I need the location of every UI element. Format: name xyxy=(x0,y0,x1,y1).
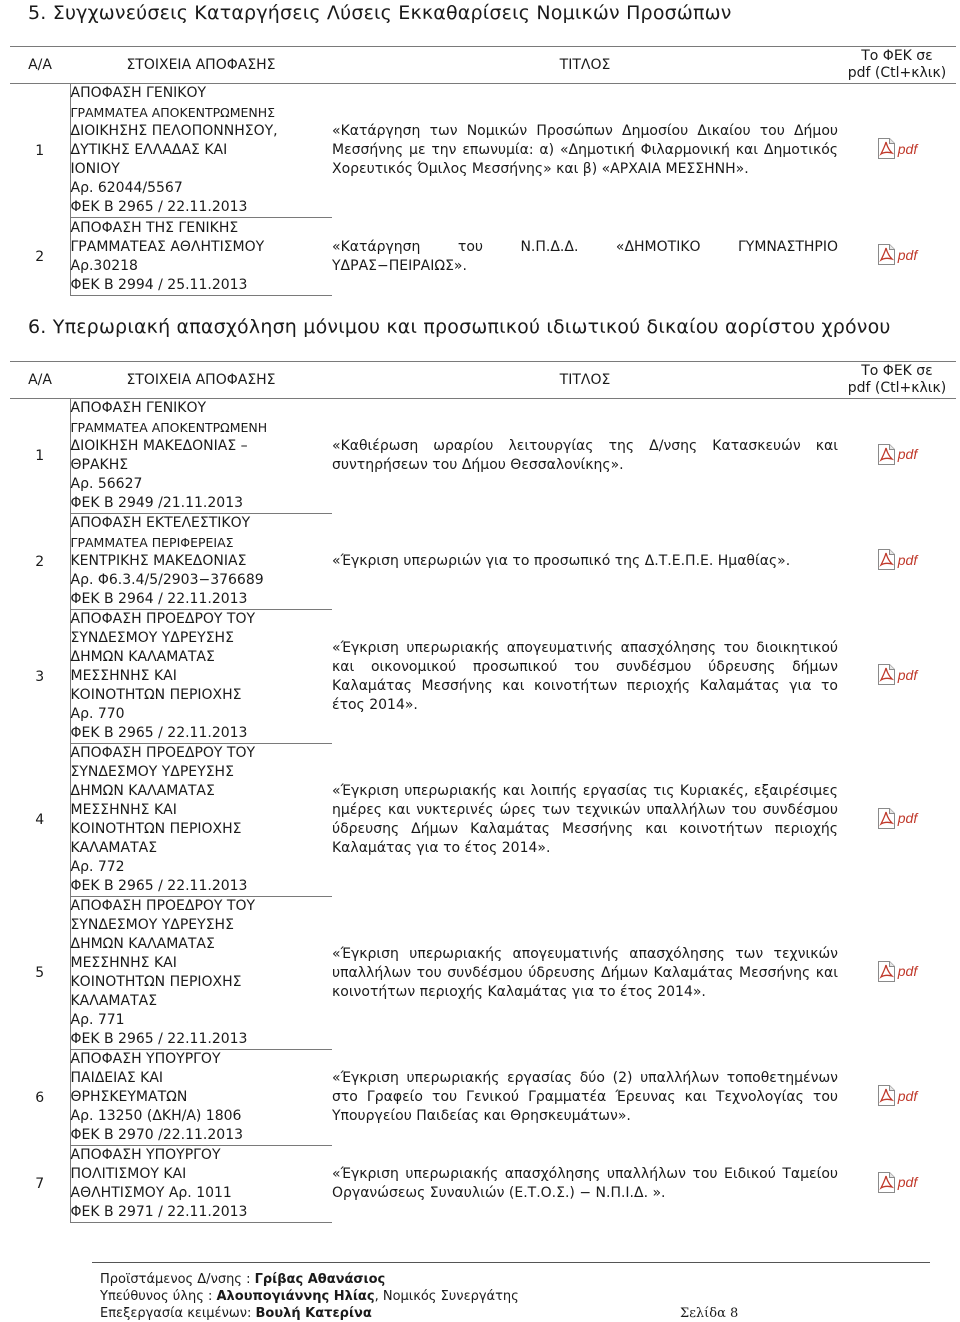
decision-info xyxy=(70,514,332,610)
info-line: ΚΟΙΝΟΤΗΤΩΝ ΠΕΡΙΟΧΗΣ xyxy=(70,974,242,990)
info-line: ΑΠΟΦΑΣΗ ΤΗΣ ΓΕΝΙΚΗΣ xyxy=(70,219,239,236)
info-line: ΚΑΛΑΜΑΤΑΣ xyxy=(70,993,158,1009)
pdf-cell xyxy=(838,744,956,897)
pdf-link[interactable] xyxy=(877,1171,917,1194)
decision-info xyxy=(70,399,332,514)
table-row xyxy=(10,897,956,1050)
footer xyxy=(100,1271,519,1322)
section2-title: 6. Υπερωριακή απασχόληση μόνιμου και προσωπικού ιδιωτικού δικαίου αορίστου χρόνου xyxy=(28,316,891,338)
footer-editor xyxy=(100,1305,519,1322)
header-pdf xyxy=(838,362,956,399)
pdf-link[interactable] xyxy=(877,137,917,160)
pdf-cell xyxy=(838,1050,956,1146)
info-line: ΓΡΑΜΜΑΤΕΑ ΑΠΟΚΕΝΤΡΩΜΕΝΗΣ xyxy=(70,105,276,120)
info-line: ΜΕΣΣΗΝΗΣ ΚΑΙ xyxy=(70,668,177,684)
table-row xyxy=(10,1050,956,1146)
footer-divider xyxy=(92,1262,930,1263)
footer-director-name: Γρίβας Αθανάσιος xyxy=(254,1272,386,1287)
row-number: 5 xyxy=(35,965,45,981)
decision-title: «Έγκριση υπερωριακής απασχόλησης υπαλλήλων του Ειδικού Ταμείου Οργανώσεως Συναυλιών (Ε.Τ.Ο.Σ.) − Ν.Π.Ι.Δ. ». xyxy=(332,1166,838,1201)
dissolutions-table xyxy=(10,46,956,296)
info-line: Αρ. Φ6.3.4/5/2903−376689 xyxy=(70,572,264,588)
row-number: 1 xyxy=(35,448,45,465)
decision-title: «Έγκριση υπερωριακής και λοιπής εργασίας τις Κυριακές, εξαιρέσιμες ημέρες και νυκτερινές ώρες των τεχνικών υπαλλήλων του συνδέσμου ύδρευσης Δήμων Καλαμάτας Μεσσήνης και κοινοτήτων περιοχής Καλαμάτας για το έτος 2014». xyxy=(332,783,838,856)
decision-info xyxy=(70,218,332,296)
pdf-label: pdf xyxy=(897,140,918,157)
info-line: ΜΕΣΣΗΝΗΣ ΚΑΙ xyxy=(70,802,177,818)
pdf-link[interactable] xyxy=(877,443,917,466)
info-line: ΦΕΚ Β 2949 /21.11.2013 xyxy=(70,495,244,511)
pdf-file-icon xyxy=(877,443,896,466)
info-line: ΔΗΜΩΝ ΚΑΛΑΜΑΤΑΣ xyxy=(70,936,215,952)
decision-info xyxy=(70,744,332,897)
footer-editor-label: Επεξεργασία κειμένων: xyxy=(100,1306,256,1321)
row-number: 6 xyxy=(35,1089,45,1106)
decision-info xyxy=(70,1050,332,1146)
footer-responsible-label: Υπεύθυνος ύλης : xyxy=(100,1289,217,1304)
pdf-cell xyxy=(838,218,956,296)
decision-title: «Κατάργηση των Νομικών Προσώπων Δημοσίου Δικαίου του Δήμου Μεσσήνης με την επωνυμία: α) «Δημοτική Φιλαρμονική και Δημοτικός Χορευτικός Όμιλος Μεσσήνης» και β) «ΑΡΧΑΙΑ ΜΕΣΣΗΝΗ». xyxy=(332,123,838,178)
pdf-file-icon xyxy=(877,137,896,160)
info-line: ΔΙΟΙΚΗΣΗΣ ΠΕΛΟΠΟΝΝΗΣΟΥ, xyxy=(70,123,278,139)
row-number: 7 xyxy=(35,1176,45,1192)
pdf-file-icon xyxy=(877,960,896,983)
header-pdf-line1: Το ΦΕΚ σε xyxy=(861,363,933,379)
info-line: ΠΑΙΔΕΙΑΣ ΚΑΙ xyxy=(70,1070,164,1086)
pdf-file-icon xyxy=(877,1171,896,1194)
info-line: ΑΠΟΦΑΣΗ ΠΡΟΕΔΡΟΥ ΤΟΥ xyxy=(70,611,256,627)
pdf-file-icon xyxy=(877,548,896,571)
info-line: ΠΟΛΙΤΙΣΜΟΥ ΚΑΙ xyxy=(70,1166,187,1182)
info-line: Αρ. 772 xyxy=(70,859,125,875)
decision-title: «Έγκριση υπερωριακής απογευματινής απασχόλησης των τεχνικών υπαλλήλων του συνδέσμου ύδρευσης Δήμων Καλαμάτας Μεσσήνης και κοινοτήτων περιοχής Καλαμάτας για το έτος 2014». xyxy=(332,945,838,1000)
pdf-label: pdf xyxy=(897,446,918,463)
pdf-cell xyxy=(838,1146,956,1223)
pdf-cell xyxy=(838,610,956,744)
info-line: ΑΠΟΦΑΣΗ ΕΚΤΕΛΕΣΤΙΚΟΥ xyxy=(70,515,251,531)
info-line: Αρ. 56627 xyxy=(70,476,143,492)
decision-info xyxy=(70,897,332,1050)
decision-info xyxy=(70,1146,332,1223)
footer-director-label: Προϊστάμενος Δ/νσης : xyxy=(100,1272,255,1287)
table-row xyxy=(10,610,956,744)
table-header-row xyxy=(10,47,956,84)
pdf-cell xyxy=(838,897,956,1050)
info-line: ΦΕΚ Β 2965 / 22.11.2013 xyxy=(70,1031,248,1047)
decision-title: «Κατάργηση του Ν.Π.Δ.Δ. «ΔΗΜΟΤΙΚΟ ΓΥΜΝΑΣΤΗΡΙΟ ΥΔΡΑΣ−ΠΕΙΡΑΙΩΣ». xyxy=(332,238,838,274)
pdf-link[interactable] xyxy=(877,1084,917,1107)
info-line: Αρ.30218 xyxy=(70,257,138,274)
header-pdf-line1: Το ΦΕΚ σε xyxy=(861,48,933,64)
info-line: ΜΕΣΣΗΝΗΣ ΚΑΙ xyxy=(70,955,177,971)
table-row xyxy=(10,1146,956,1223)
info-line: ΚΟΙΝΟΤΗΤΩΝ ΠΕΡΙΟΧΗΣ xyxy=(70,687,242,703)
pdf-link[interactable] xyxy=(877,548,917,571)
info-line: ΑΠΟΦΑΣΗ ΥΠΟΥΡΓΟΥ xyxy=(70,1051,221,1067)
info-line: ΦΕΚ Β 2965 / 22.11.2013 xyxy=(70,725,248,741)
info-line: ΦΕΚ Β 2965 / 22.11.2013 xyxy=(70,878,248,894)
info-line: ΑΠΟΦΑΣΗ ΓΕΝΙΚΟΥ xyxy=(70,85,207,101)
footer-responsible-role: , Νομικός Συνεργάτης xyxy=(374,1289,519,1304)
pdf-label: pdf xyxy=(897,963,918,979)
pdf-file-icon xyxy=(877,243,896,266)
info-line: ΦΕΚ Β 2994 / 25.11.2013 xyxy=(70,276,248,293)
row-number: 2 xyxy=(35,248,45,265)
overtime-table xyxy=(10,361,956,1223)
info-line: ΑΠΟΦΑΣΗ ΓΕΝΙΚΟΥ xyxy=(70,400,207,416)
table-header-row xyxy=(10,362,956,399)
info-line: Αρ. 771 xyxy=(70,1012,125,1028)
pdf-link[interactable] xyxy=(877,960,917,983)
info-line: ΓΡΑΜΜΑΤΕΑΣ ΑΘΛΗΤΙΣΜΟΥ xyxy=(70,238,265,255)
info-line: ΑΠΟΦΑΣΗ ΥΠΟΥΡΓΟΥ xyxy=(70,1147,221,1163)
pdf-link[interactable] xyxy=(877,663,917,686)
pdf-cell xyxy=(838,399,956,514)
info-line: ΓΡΑΜΜΑΤΕΑ ΑΠΟΚΕΝΤΡΩΜΕΝΗ xyxy=(70,420,268,435)
pdf-label: pdf xyxy=(897,246,918,263)
pdf-label: pdf xyxy=(897,1087,918,1104)
info-line: ΔΥΤΙΚΗΣ ΕΛΛΑΔΑΣ ΚΑΙ xyxy=(70,142,228,158)
pdf-label: pdf xyxy=(897,810,918,826)
decision-title: «Έγκριση υπερωριακής εργασίας δύο (2) υπαλλήλων τοποθετημένων στο Γραφείο του Γενικού Γραμματέα Έρευνας και Τεχνολογίας του Υπουργείου Παιδείας και Θρησκευμάτων». xyxy=(332,1070,838,1124)
info-line: ΑΘΛΗΤΙΣΜΟΥ Αρ. 1011 xyxy=(70,1185,232,1201)
info-line: ΙΟΝΙΟΥ xyxy=(70,161,120,177)
info-line: ΣΥΝΔΕΣΜΟΥ ΥΔΡΕΥΣΗΣ xyxy=(70,764,234,780)
section1-title: 5. Συγχωνεύσεις Καταργήσεις Λύσεις Εκκαθαρίσεις Νομικών Προσώπων xyxy=(28,2,732,24)
info-line: Αρ. 62044/5567 xyxy=(70,180,183,196)
info-line: Αρ. 13250 (ΔΚΗ/Α) 1806 xyxy=(70,1108,242,1124)
info-line: ΔΙΟΙΚΗΣΗ ΜΑΚΕΔΟΝΙΑΣ – xyxy=(70,438,248,454)
info-line: ΔΗΜΩΝ ΚΑΛΑΜΑΤΑΣ xyxy=(70,783,215,799)
pdf-file-icon xyxy=(877,807,896,830)
info-line: ΦΕΚ Β 2965 / 22.11.2013 xyxy=(70,199,248,215)
pdf-link[interactable] xyxy=(877,243,917,266)
header-no: Α/Α xyxy=(10,47,70,84)
header-title: ΤΙΤΛΟΣ xyxy=(332,47,838,84)
decision-title: «Έγκριση υπερωριακής απογευματινής απασχόλησης του διοικητικού και οικονομικού προσωπικού του συνδέσμου ύδρευσης δήμων Καλαμάτας Μεσσήνης και κοινοτήτων περιοχής Καλαμάτας για το έτος 2014». xyxy=(332,639,838,713)
footer-editor-name: Βουλή Κατερίνα xyxy=(255,1306,372,1321)
header-title: ΤΙΤΛΟΣ xyxy=(332,362,838,399)
info-line: ΦΕΚ Β 2970 /22.11.2013 xyxy=(70,1127,244,1143)
header-pdf-line2: pdf (Ctl+κλικ) xyxy=(847,380,947,396)
decision-info xyxy=(70,610,332,744)
row-number: 3 xyxy=(35,668,45,685)
footer-responsible-name: Αλουπογιάννης Ηλίας xyxy=(216,1289,375,1304)
table-row xyxy=(10,399,956,514)
row-number: 1 xyxy=(35,142,45,159)
page-number: Σελίδα 8 xyxy=(680,1306,739,1321)
decision-info xyxy=(70,84,332,218)
info-line: ΔΗΜΩΝ ΚΑΛΑΜΑΤΑΣ xyxy=(70,649,215,665)
decision-title: «Καθιέρωση ωραρίου λειτουργίας της Δ/νσης Κατασκευών και συντηρήσεων του Δήμου Θεσσαλονίκης». xyxy=(332,438,838,474)
table-row xyxy=(10,218,956,296)
decision-title: «Έγκριση υπερωριών για το προσωπικό της Δ.Τ.Ε.Π.Ε. Ημαθίας». xyxy=(332,553,791,569)
info-line: ΘΡΗΣΚΕΥΜΑΤΩΝ xyxy=(70,1089,188,1105)
pdf-file-icon xyxy=(877,1084,896,1107)
header-info: ΣΤΟΙΧΕΙΑ ΑΠΟΦΑΣΗΣ xyxy=(70,47,332,84)
info-line: ΣΥΝΔΕΣΜΟΥ ΥΔΡΕΥΣΗΣ xyxy=(70,917,234,933)
header-info: ΣΤΟΙΧΕΙΑ ΑΠΟΦΑΣΗΣ xyxy=(70,362,332,399)
header-pdf xyxy=(838,47,956,84)
info-line: ΑΠΟΦΑΣΗ ΠΡΟΕΔΡΟΥ ΤΟΥ xyxy=(70,745,256,761)
info-line: ΚΑΛΑΜΑΤΑΣ xyxy=(70,840,158,856)
row-number: 4 xyxy=(35,812,45,828)
footer-director xyxy=(100,1271,519,1288)
pdf-label: pdf xyxy=(897,1174,918,1190)
pdf-link[interactable] xyxy=(877,807,917,830)
footer-responsible xyxy=(100,1288,519,1305)
info-line: ΘΡΑΚΗΣ xyxy=(70,457,129,473)
pdf-file-icon xyxy=(877,663,896,686)
info-line: Αρ. 770 xyxy=(70,706,125,722)
pdf-cell xyxy=(838,84,956,218)
header-no: Α/Α xyxy=(10,362,70,399)
info-line: ΓΡΑΜΜΑΤΕΑ ΠΕΡΙΦΕΡΕΙΑΣ xyxy=(70,535,234,550)
row-number: 2 xyxy=(35,553,45,570)
info-line: ΦΕΚ Β 2971 / 22.11.2013 xyxy=(70,1204,248,1220)
info-line: ΚΕΝΤΡΙΚΗΣ ΜΑΚΕΔΟΝΙΑΣ xyxy=(70,553,247,569)
table-row xyxy=(10,84,956,218)
table-row xyxy=(10,514,956,610)
info-line: ΣΥΝΔΕΣΜΟΥ ΥΔΡΕΥΣΗΣ xyxy=(70,630,234,646)
header-pdf-line2: pdf (Ctl+κλικ) xyxy=(847,65,947,81)
pdf-label: pdf xyxy=(897,551,918,568)
pdf-label: pdf xyxy=(897,666,918,683)
info-line: ΦΕΚ Β 2964 / 22.11.2013 xyxy=(70,591,248,607)
info-line: ΑΠΟΦΑΣΗ ΠΡΟΕΔΡΟΥ ΤΟΥ xyxy=(70,898,256,914)
pdf-cell xyxy=(838,514,956,610)
table-row xyxy=(10,744,956,897)
info-line: ΚΟΙΝΟΤΗΤΩΝ ΠΕΡΙΟΧΗΣ xyxy=(70,821,242,837)
